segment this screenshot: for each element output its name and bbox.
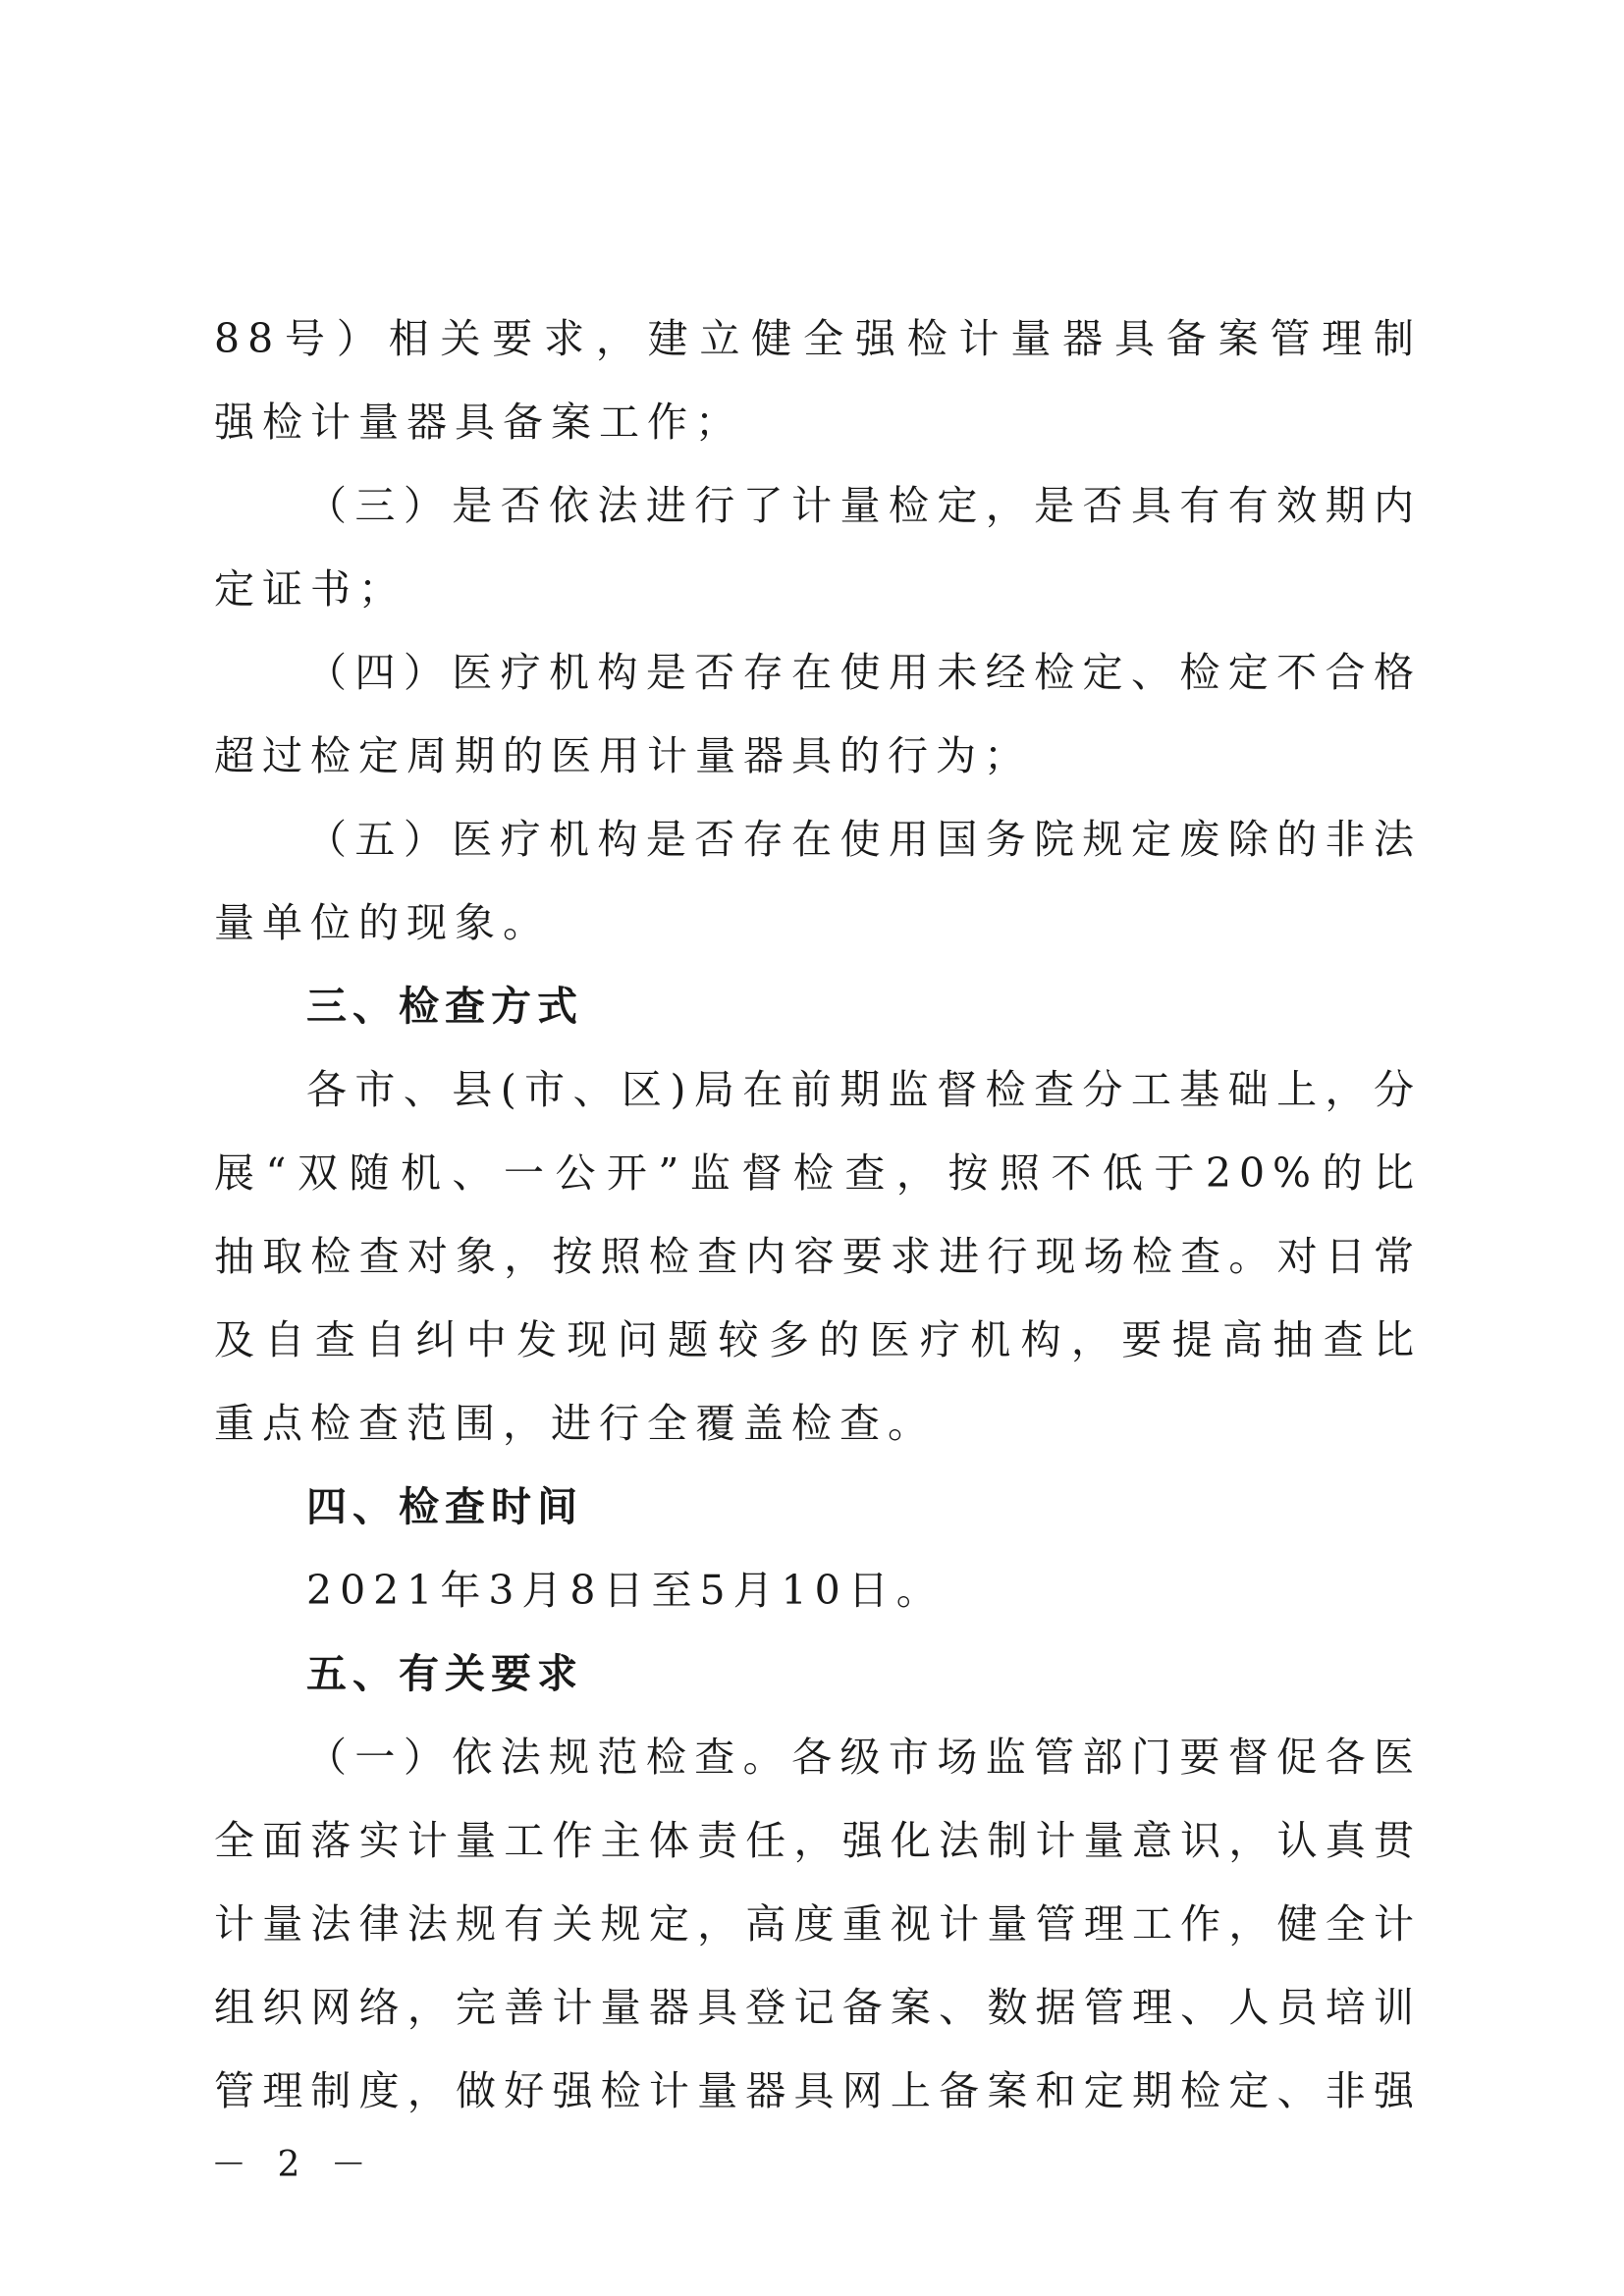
body-line: 量单位的现象。 (214, 899, 551, 946)
body-line: （五）医疗机构是否存在使用国务院规定废除的非法 (306, 816, 1422, 863)
page-number: － 2 － (211, 2145, 376, 2185)
body-line: 展“双随机、一公开”监督检查，按照不低于20%的比 (214, 1149, 1422, 1197)
body-line: 超过检定周期的医用计量器具的行为； (214, 732, 1032, 779)
body-line: （三）是否依法进行了计量检定，是否具有有效期内 (306, 482, 1422, 529)
body-line: 计量法律法规有关规定，高度重视计量管理工作，健全计 (214, 1900, 1422, 1948)
body-line: 组织网络，完善计量器具登记备案、数据管理、人员培训 (214, 1984, 1422, 2031)
body-line: 重点检查范围，进行全覆盖检查。 (214, 1400, 936, 1447)
body-line: 抽取检查对象，按照检查内容要求进行现场检查。对日常 (214, 1233, 1422, 1280)
body-line: （四）医疗机构是否存在使用未经检定、检定不合格 (306, 649, 1422, 696)
body-line: 定证书； (214, 565, 406, 613)
body-line: 全面落实计量工作主体责任，强化法制计量意识，认真贯 (214, 1817, 1422, 1864)
body-line: 2021年3月8日至5月10日。 (306, 1567, 945, 1614)
section-heading: 五、有关要求 (306, 1650, 583, 1697)
body-line: 88号）相关要求，建立健全强检计量器具备案管理制 (214, 315, 1422, 362)
section-heading: 三、检查方式 (306, 983, 583, 1030)
section-heading: 四、检查时间 (306, 1483, 583, 1530)
body-line: 及自查自纠中发现问题较多的医疗机构，要提高抽查比 (214, 1316, 1422, 1363)
body-line: （一）依法规范检查。各级市场监管部门要督促各医 (306, 1734, 1422, 1781)
body-line: 管理制度，做好强检计量器具网上备案和定期检定、非强 (214, 2067, 1422, 2114)
body-line: 强检计量器具备案工作； (214, 399, 743, 446)
body-line: 各市、县(市、区)局在前期监督检查分工基础上，分 (306, 1066, 1422, 1113)
